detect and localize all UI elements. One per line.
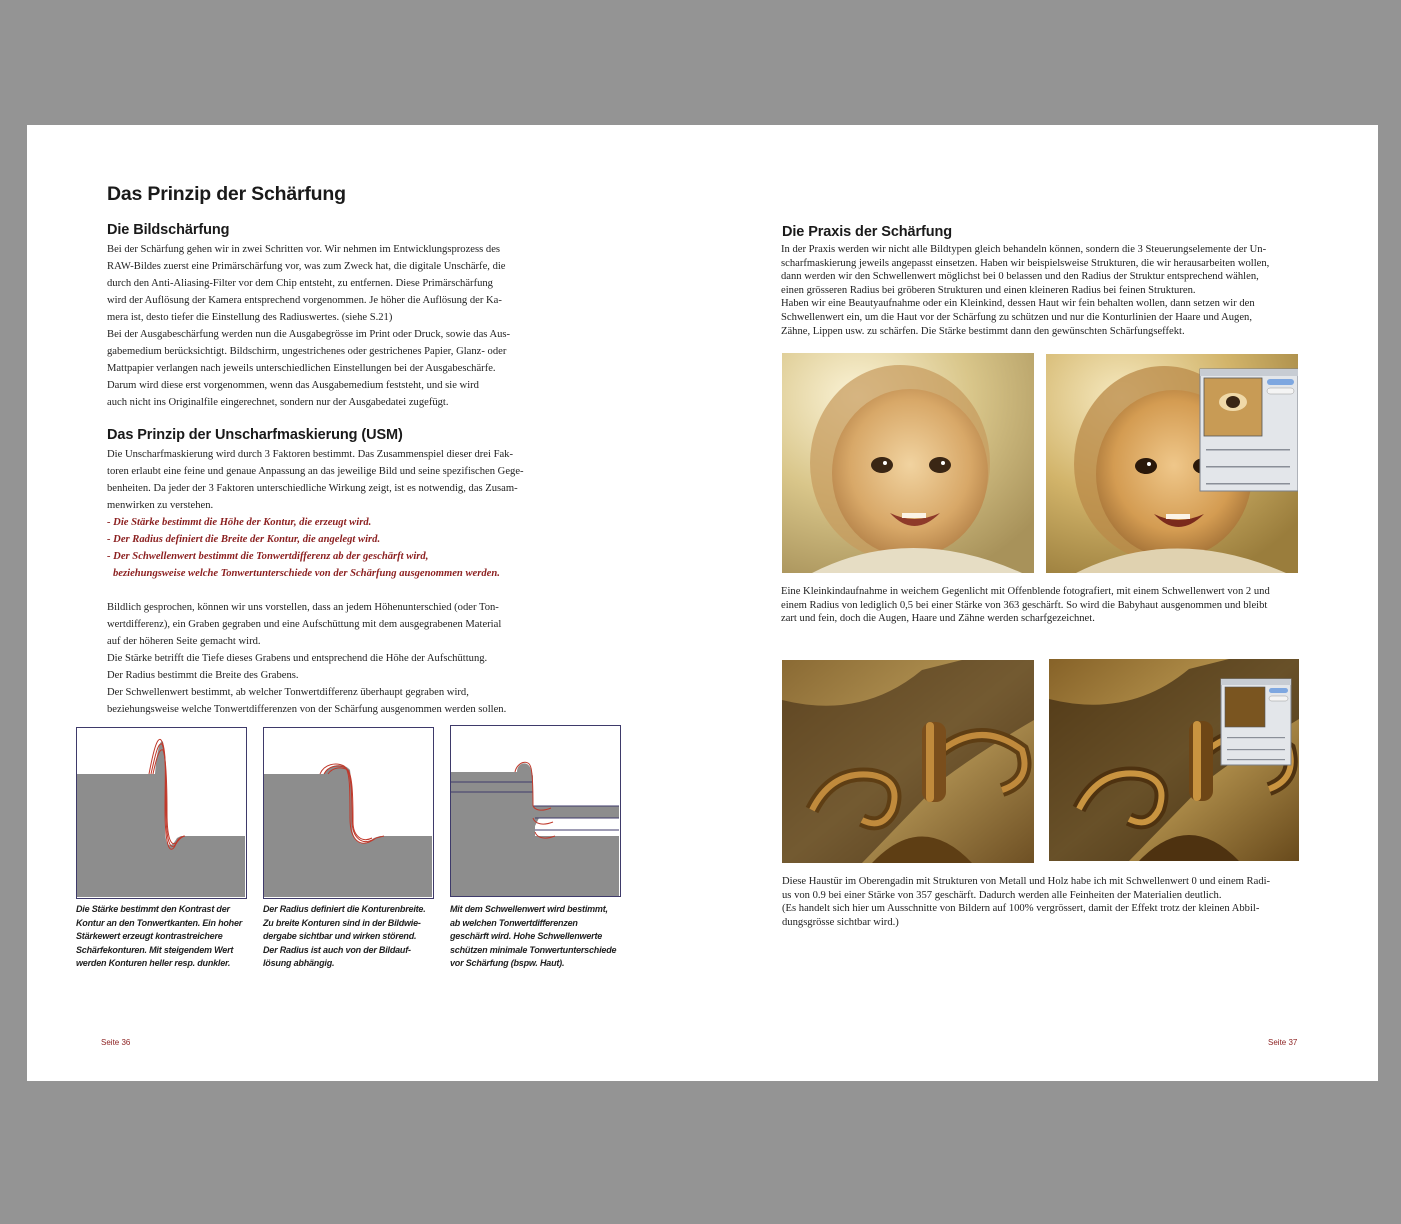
diagram-staerke	[76, 727, 247, 899]
caption-line: ab welchen Tonwertdifferenzen	[450, 917, 578, 928]
section-body-praxis	[781, 243, 1269, 338]
diagram-schwellenwert-svg	[451, 726, 619, 897]
caption-line: schützen minimale Tonwertunterschiede	[450, 944, 617, 955]
text-line: auf der höheren Seite gemacht wird.	[107, 636, 261, 647]
diagram-radius	[263, 727, 434, 899]
caption-line: vor Schärfung (bspw. Haut).	[450, 958, 565, 969]
text-line: wertdifferenz), ein Graben gegraben und eine Aufschüttung mit dem ausgegrabenen Material	[107, 619, 502, 630]
caption-line: us von 0.9 bei einer Stärke von 357 geschärft. Dadurch werden alle Feinheiten der Materialien deutlich.	[782, 889, 1222, 901]
text-line: Bei der Ausgabeschärfung werden nun die Ausgabegrösse im Print oder Druck, sowie das Aus-	[107, 329, 511, 340]
text-line: benheiten. Da jeder der 3 Faktoren unterschiedliche Wirkung zeigt, ist es notwendig, das Zusam-	[107, 483, 518, 494]
text-line: beziehungsweise welche Tonwertdifferenzen von der Schärfung ausgenommen werden sollen.	[107, 704, 507, 715]
caption-baby	[781, 585, 1270, 626]
caption-line: Mit dem Schwellenwert wird bestimmt,	[450, 904, 608, 914]
text-line: auch nicht ins Originalfile eingerechnet, sondern nur der Ausgabedatei zugefügt.	[107, 397, 449, 408]
diagram-radius-svg	[264, 728, 432, 897]
text-line: wird der Auflösung der Kamera entsprechend vorgenommen. Je höher die Auflösung der Ka-	[107, 295, 502, 306]
caption-line: Schärfekonturen. Mit steigendem Wert	[76, 944, 234, 955]
caption-line: Der Radius definiert die Konturenbreite.	[263, 904, 426, 914]
text-line: mera ist, desto tiefer die Einstellung des Radiuswertes. (siehe S.21)	[107, 312, 393, 323]
section-body-usm	[107, 446, 524, 582]
door-photo-original-image	[782, 660, 1034, 863]
caption-line: dergabe sichtbar und wirken störend.	[263, 931, 417, 942]
text-line: Der Radius bestimmt die Breite des Grabens.	[107, 670, 299, 681]
text-line: gabemedium berücksichtigt. Bildschirm, ungestrichenes oder gestrichenes Papier, Glanz- oder	[107, 346, 507, 357]
caption-schwellenwert	[450, 903, 616, 971]
caption-staerke	[76, 903, 242, 971]
caption-line: Der Radius ist auch von der Bildauf-	[263, 944, 411, 955]
caption-line: (Es handelt sich hier um Ausschnitte von Bildern auf 100% vergrössert, damit der Effekt trotz der kleinen Abbil-	[782, 903, 1260, 915]
text-line: durch den Anti-Aliasing-Filter vor dem Chip entsteht, zu entfernen. Diese Primärschärfung	[107, 278, 493, 289]
text-line: Zähne, Lippen usw. zu schärfen. Die Stärke bestimmt dann den gewünschten Schärfungseffekt.	[781, 325, 1185, 337]
text-line: In der Praxis werden wir nicht alle Bildtypen gleich behandeln können, sondern die 3 Steuerungselemente der Un-	[781, 244, 1267, 255]
section-heading-usm: Das Prinzip der Unscharfmaskierung (USM)	[107, 427, 403, 443]
text-line: Bei der Schärfung gehen wir in zwei Schritten vor. Wir nehmen im Entwicklungsprozess des	[107, 244, 501, 255]
text-line: Darum wird diese erst vorgenommen, wenn das Ausgabemedium feststeht, und sie wird	[107, 380, 479, 391]
caption-line: Kontur an den Tonwertkanten. Ein hoher	[76, 917, 243, 928]
section-heading-bildschaerfung: Die Bildschärfung	[107, 222, 230, 238]
baby-photo-sharpened	[1046, 354, 1298, 573]
text-line: menwirken zu verstehen.	[107, 500, 214, 511]
text-line: Haben wir eine Beautyaufnahme oder ein Kleinkind, dessen Haut wir fein behalten wollen, dann setzen wir den	[781, 298, 1255, 310]
diagram-schwellenwert	[450, 725, 621, 897]
caption-line: dungsgrösse sichtbar wird.)	[782, 916, 899, 928]
caption-line: Die Stärke bestimmt den Kontrast der	[76, 904, 230, 914]
baby-photo-sharpened-image	[1046, 354, 1298, 573]
caption-line: Diese Haustür im Oberengadin mit Strukturen von Metall und Holz habe ich mit Schwellenwert 0 und einem Radi-	[782, 876, 1271, 887]
door-photo-sharpened	[1049, 659, 1299, 861]
page-number-right: Seite 37	[1268, 1038, 1298, 1047]
red-bullet-line: - Der Schwellenwert bestimmt die Tonwertdifferenz ab der geschärft wird,	[107, 551, 429, 562]
red-bullet-line: beziehungsweise welche Tonwertunterschiede von der Schärfung ausgenommen werden.	[113, 568, 500, 579]
text-line: toren erlaubt eine feine und genaue Anpassung an das jeweilige Bild und seine spezifischen Gege-	[107, 466, 524, 477]
caption-door	[782, 875, 1270, 929]
door-photo-original	[782, 660, 1034, 863]
text-line: dann werden wir den Schwellenwert möglichst bei 0 belassen und den Radius der Struktur entsprechend wählen,	[781, 271, 1259, 283]
book-spread	[27, 125, 1378, 1081]
caption-line: werden Konturen heller resp. dunkler.	[76, 958, 231, 969]
text-line: Bildlich gesprochen, können wir uns vorstellen, dass an jedem Höhenunterschied (oder Ton-	[107, 602, 499, 613]
caption-radius	[263, 903, 426, 971]
caption-line: Eine Kleinkindaufnahme in weichem Gegenlicht mit Offenblende fotografiert, mit einem Schwellenwert von 2 und	[781, 586, 1270, 597]
baby-photo-original	[782, 353, 1034, 573]
page-title: Das Prinzip der Schärfung	[107, 183, 346, 205]
caption-line: einem Radius von lediglich 0,5 bei einer Stärke von 363 geschärft. So wird die Babyhaut ausgenommen und bleibt	[781, 599, 1268, 611]
diagram-staerke-svg	[77, 728, 245, 897]
section-body-analogy	[107, 599, 506, 718]
caption-line: zart und fein, doch die Augen, Haare und Zähne werden scharfgezeichnet.	[781, 613, 1095, 625]
red-bullet-line: - Die Stärke bestimmt die Höhe der Kontur, die erzeugt wird.	[107, 517, 372, 528]
red-bullet-line: - Der Radius definiert die Breite der Kontur, die angelegt wird.	[107, 534, 381, 545]
section-body-bildschaerfung	[107, 241, 510, 411]
section-heading-praxis: Die Praxis der Schärfung	[782, 224, 953, 240]
text-line: scharfmaskierung jeweils angepasst einsetzen. Haben wir beispielsweise Strukturen, die wir herausarbeiten wollen,	[781, 257, 1270, 269]
text-line: Schwellenwert ein, um die Haut vor der Schärfung zu schützen und nur die Konturlinien der Haare und Augen,	[781, 311, 1252, 323]
caption-line: geschärft wird. Hohe Schwellenwerte	[450, 931, 603, 942]
caption-line: Stärkewert erzeugt kontrastreichere	[76, 931, 223, 942]
baby-photo-original-image	[782, 353, 1034, 573]
text-line: Die Stärke betrifft die Tiefe dieses Grabens und entsprechend die Höhe der Aufschüttung.	[107, 653, 488, 664]
door-photo-sharpened-image	[1049, 659, 1299, 861]
caption-line: lösung abhängig.	[263, 958, 335, 969]
caption-line: Zu breite Konturen sind in der Bildwie-	[263, 917, 421, 928]
text-line: Mattpapier verlangen nach jeweils unterschiedlichen Einstellungen bei der Ausgabeschärfe.	[107, 363, 496, 374]
text-line: Die Unscharfmaskierung wird durch 3 Faktoren bestimmt. Das Zusammenspiel dieser drei Fak-	[107, 449, 513, 460]
text-line: RAW-Bildes zuerst eine Primärschärfung vor, was zum Zweck hat, die digitale Unschärfe, die	[107, 261, 506, 272]
text-line: einen grösseren Radius bei gröberen Strukturen und einen kleineren Radius bei feinen Strukturen.	[781, 284, 1196, 296]
page-number-left: Seite 36	[101, 1038, 131, 1047]
text-line: Der Schwellenwert bestimmt, ab welcher Tonwertdifferenz überhaupt gegraben wird,	[107, 687, 469, 698]
